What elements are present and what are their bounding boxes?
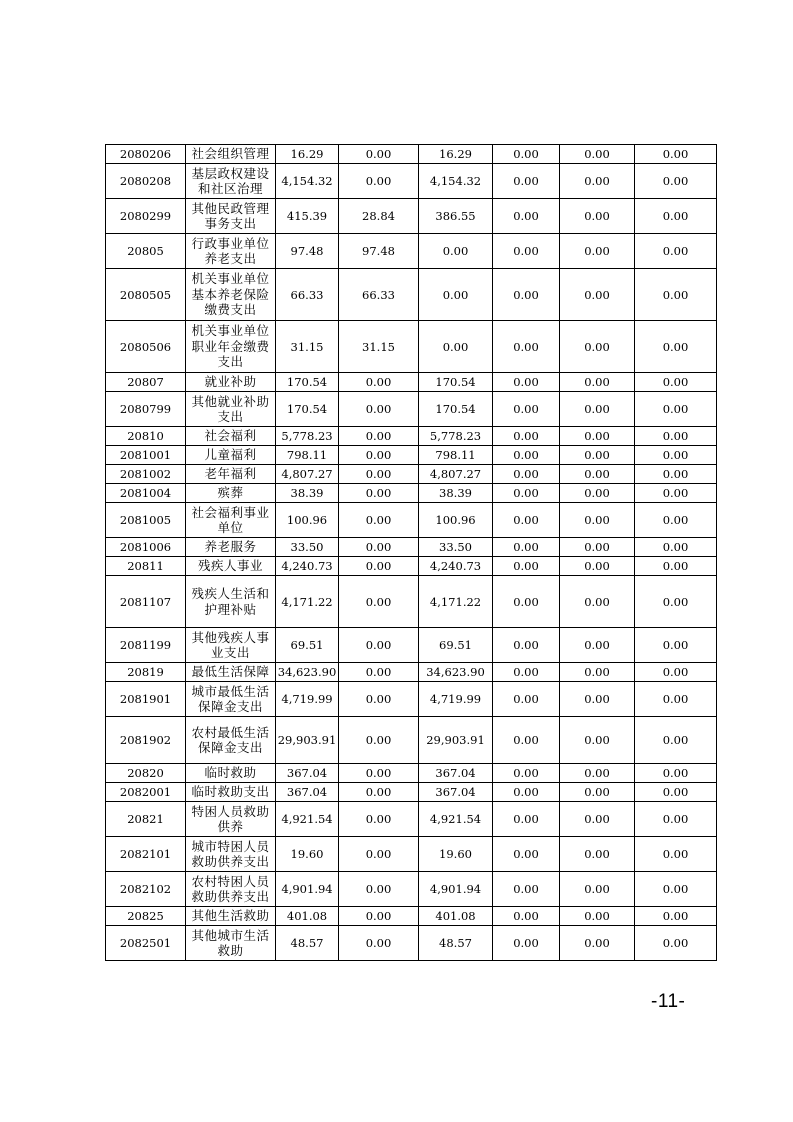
subject-name-cell: 临时救助 [186, 764, 276, 783]
table-row [106, 538, 717, 557]
table-row [106, 392, 717, 427]
amount-cell-v5: 0.00 [560, 783, 635, 802]
subject-name-cell: 农村特困人员 救助供养支出 [186, 872, 276, 907]
subject-name-cell: 社会组织管理 [186, 145, 276, 164]
amount-cell-v5: 0.00 [560, 234, 635, 269]
amount-cell-v6: 0.00 [635, 802, 717, 837]
amount-cell-v5: 0.00 [560, 872, 635, 907]
amount-cell-v3: 0.00 [419, 321, 493, 373]
table-row [106, 872, 717, 907]
amount-cell-v1: 4,807.27 [276, 465, 339, 484]
amount-cell-v5: 0.00 [560, 663, 635, 682]
amount-cell-v1: 4,240.73 [276, 557, 339, 576]
amount-cell-v1: 33.50 [276, 538, 339, 557]
subject-name-cell: 社会福利事业 单位 [186, 503, 276, 538]
table-row [106, 628, 717, 663]
amount-cell-v1: 4,154.32 [276, 164, 339, 199]
table-row [106, 783, 717, 802]
amount-cell-v4: 0.00 [493, 872, 560, 907]
subject-name-cell: 其他就业补助 支出 [186, 392, 276, 427]
subject-code-cell: 2081004 [106, 484, 186, 503]
subject-code-cell: 2080505 [106, 269, 186, 321]
amount-cell-v5: 0.00 [560, 269, 635, 321]
amount-cell-v1: 31.15 [276, 321, 339, 373]
subject-name-cell: 城市特困人员 救助供养支出 [186, 837, 276, 872]
subject-code-cell: 2081001 [106, 446, 186, 465]
amount-cell-v6: 0.00 [635, 145, 717, 164]
subject-code-cell: 20819 [106, 663, 186, 682]
amount-cell-v6: 0.00 [635, 926, 717, 961]
subject-name-cell: 其他城市生活 救助 [186, 926, 276, 961]
amount-cell-v2: 0.00 [339, 484, 419, 503]
amount-cell-v2: 0.00 [339, 926, 419, 961]
amount-cell-v4: 0.00 [493, 837, 560, 872]
amount-cell-v1: 34,623.90 [276, 663, 339, 682]
amount-cell-v3: 38.39 [419, 484, 493, 503]
subject-code-cell: 2080206 [106, 145, 186, 164]
amount-cell-v3: 386.55 [419, 199, 493, 234]
subject-name-cell: 残疾人生活和 护理补贴 [186, 576, 276, 628]
amount-cell-v1: 4,719.99 [276, 682, 339, 717]
amount-cell-v3: 16.29 [419, 145, 493, 164]
amount-cell-v3: 48.57 [419, 926, 493, 961]
subject-name-cell: 农村最低生活 保障金支出 [186, 717, 276, 764]
amount-cell-v1: 69.51 [276, 628, 339, 663]
amount-cell-v5: 0.00 [560, 321, 635, 373]
amount-cell-v1: 798.11 [276, 446, 339, 465]
amount-cell-v6: 0.00 [635, 446, 717, 465]
subject-name-cell: 行政事业单位 养老支出 [186, 234, 276, 269]
amount-cell-v5: 0.00 [560, 628, 635, 663]
amount-cell-v5: 0.00 [560, 145, 635, 164]
amount-cell-v2: 0.00 [339, 392, 419, 427]
amount-cell-v1: 19.60 [276, 837, 339, 872]
subject-name-cell: 残疾人事业 [186, 557, 276, 576]
amount-cell-v4: 0.00 [493, 427, 560, 446]
amount-cell-v5: 0.00 [560, 682, 635, 717]
amount-cell-v3: 4,807.27 [419, 465, 493, 484]
amount-cell-v1: 4,901.94 [276, 872, 339, 907]
amount-cell-v1: 48.57 [276, 926, 339, 961]
subject-name-cell: 临时救助支出 [186, 783, 276, 802]
amount-cell-v4: 0.00 [493, 145, 560, 164]
subject-name-cell: 城市最低生活 保障金支出 [186, 682, 276, 717]
amount-cell-v3: 33.50 [419, 538, 493, 557]
subject-name-cell: 其他生活救助 [186, 907, 276, 926]
amount-cell-v2: 0.00 [339, 446, 419, 465]
amount-cell-v1: 367.04 [276, 764, 339, 783]
amount-cell-v2: 0.00 [339, 538, 419, 557]
amount-cell-v4: 0.00 [493, 321, 560, 373]
amount-cell-v2: 0.00 [339, 465, 419, 484]
amount-cell-v4: 0.00 [493, 802, 560, 837]
amount-cell-v6: 0.00 [635, 503, 717, 538]
subject-name-cell: 最低生活保障 [186, 663, 276, 682]
table-row [106, 576, 717, 628]
subject-code-cell: 20810 [106, 427, 186, 446]
amount-cell-v3: 34,623.90 [419, 663, 493, 682]
amount-cell-v4: 0.00 [493, 465, 560, 484]
table-body [106, 145, 717, 961]
subject-code-cell: 2080208 [106, 164, 186, 199]
amount-cell-v1: 170.54 [276, 392, 339, 427]
table-row [106, 837, 717, 872]
amount-cell-v4: 0.00 [493, 907, 560, 926]
amount-cell-v5: 0.00 [560, 837, 635, 872]
subject-code-cell: 20821 [106, 802, 186, 837]
table-row [106, 484, 717, 503]
amount-cell-v3: 29,903.91 [419, 717, 493, 764]
table-row [106, 764, 717, 783]
amount-cell-v5: 0.00 [560, 802, 635, 837]
amount-cell-v3: 367.04 [419, 764, 493, 783]
amount-cell-v5: 0.00 [560, 538, 635, 557]
amount-cell-v1: 170.54 [276, 373, 339, 392]
amount-cell-v4: 0.00 [493, 373, 560, 392]
amount-cell-v5: 0.00 [560, 576, 635, 628]
subject-name-cell: 其他残疾人事 业支出 [186, 628, 276, 663]
subject-code-cell: 20805 [106, 234, 186, 269]
amount-cell-v5: 0.00 [560, 503, 635, 538]
amount-cell-v4: 0.00 [493, 576, 560, 628]
amount-cell-v6: 0.00 [635, 663, 717, 682]
subject-name-cell: 其他民政管理 事务支出 [186, 199, 276, 234]
amount-cell-v5: 0.00 [560, 557, 635, 576]
amount-cell-v4: 0.00 [493, 663, 560, 682]
amount-cell-v6: 0.00 [635, 717, 717, 764]
amount-cell-v2: 0.00 [339, 145, 419, 164]
amount-cell-v4: 0.00 [493, 628, 560, 663]
amount-cell-v5: 0.00 [560, 373, 635, 392]
table-row [106, 503, 717, 538]
amount-cell-v5: 0.00 [560, 392, 635, 427]
amount-cell-v5: 0.00 [560, 907, 635, 926]
table-row [106, 321, 717, 373]
budget-table [105, 144, 717, 961]
amount-cell-v3: 4,240.73 [419, 557, 493, 576]
amount-cell-v2: 0.00 [339, 503, 419, 538]
amount-cell-v2: 0.00 [339, 872, 419, 907]
amount-cell-v2: 0.00 [339, 628, 419, 663]
amount-cell-v3: 170.54 [419, 373, 493, 392]
page-number: -11- [651, 991, 686, 1012]
amount-cell-v6: 0.00 [635, 682, 717, 717]
amount-cell-v1: 66.33 [276, 269, 339, 321]
table-row [106, 269, 717, 321]
amount-cell-v6: 0.00 [635, 837, 717, 872]
subject-code-cell: 20811 [106, 557, 186, 576]
table-row [106, 164, 717, 199]
amount-cell-v1: 4,921.54 [276, 802, 339, 837]
subject-code-cell: 2080506 [106, 321, 186, 373]
subject-name-cell: 殡葬 [186, 484, 276, 503]
amount-cell-v6: 0.00 [635, 234, 717, 269]
amount-cell-v5: 0.00 [560, 717, 635, 764]
amount-cell-v2: 0.00 [339, 783, 419, 802]
amount-cell-v2: 0.00 [339, 663, 419, 682]
amount-cell-v5: 0.00 [560, 427, 635, 446]
amount-cell-v4: 0.00 [493, 503, 560, 538]
amount-cell-v3: 4,719.99 [419, 682, 493, 717]
amount-cell-v4: 0.00 [493, 234, 560, 269]
table-row [106, 145, 717, 164]
amount-cell-v1: 16.29 [276, 145, 339, 164]
subject-name-cell: 机关事业单位 职业年金缴费 支出 [186, 321, 276, 373]
subject-code-cell: 2082102 [106, 872, 186, 907]
amount-cell-v3: 4,171.22 [419, 576, 493, 628]
amount-cell-v5: 0.00 [560, 926, 635, 961]
subject-code-cell: 2081002 [106, 465, 186, 484]
amount-cell-v3: 5,778.23 [419, 427, 493, 446]
table-row [106, 199, 717, 234]
subject-code-cell: 20820 [106, 764, 186, 783]
amount-cell-v6: 0.00 [635, 465, 717, 484]
subject-code-cell: 2081901 [106, 682, 186, 717]
amount-cell-v2: 0.00 [339, 802, 419, 837]
table-row [106, 802, 717, 837]
amount-cell-v6: 0.00 [635, 321, 717, 373]
amount-cell-v2: 0.00 [339, 907, 419, 926]
amount-cell-v4: 0.00 [493, 164, 560, 199]
amount-cell-v6: 0.00 [635, 484, 717, 503]
amount-cell-v3: 100.96 [419, 503, 493, 538]
table-row [106, 717, 717, 764]
amount-cell-v2: 0.00 [339, 557, 419, 576]
amount-cell-v5: 0.00 [560, 164, 635, 199]
amount-cell-v5: 0.00 [560, 484, 635, 503]
amount-cell-v2: 0.00 [339, 682, 419, 717]
subject-code-cell: 2081199 [106, 628, 186, 663]
amount-cell-v4: 0.00 [493, 446, 560, 465]
amount-cell-v3: 170.54 [419, 392, 493, 427]
amount-cell-v4: 0.00 [493, 392, 560, 427]
subject-code-cell: 2082001 [106, 783, 186, 802]
amount-cell-v2: 0.00 [339, 576, 419, 628]
amount-cell-v6: 0.00 [635, 628, 717, 663]
amount-cell-v6: 0.00 [635, 164, 717, 199]
subject-code-cell: 2080799 [106, 392, 186, 427]
amount-cell-v2: 97.48 [339, 234, 419, 269]
amount-cell-v3: 367.04 [419, 783, 493, 802]
amount-cell-v1: 415.39 [276, 199, 339, 234]
amount-cell-v4: 0.00 [493, 682, 560, 717]
amount-cell-v3: 4,154.32 [419, 164, 493, 199]
amount-cell-v6: 0.00 [635, 199, 717, 234]
amount-cell-v3: 798.11 [419, 446, 493, 465]
amount-cell-v4: 0.00 [493, 783, 560, 802]
subject-name-cell: 特困人员救助 供养 [186, 802, 276, 837]
amount-cell-v6: 0.00 [635, 764, 717, 783]
subject-code-cell: 2081107 [106, 576, 186, 628]
subject-name-cell: 社会福利 [186, 427, 276, 446]
subject-name-cell: 老年福利 [186, 465, 276, 484]
subject-code-cell: 2080299 [106, 199, 186, 234]
amount-cell-v3: 69.51 [419, 628, 493, 663]
subject-code-cell: 2082501 [106, 926, 186, 961]
amount-cell-v3: 4,901.94 [419, 872, 493, 907]
amount-cell-v1: 97.48 [276, 234, 339, 269]
amount-cell-v6: 0.00 [635, 373, 717, 392]
amount-cell-v1: 100.96 [276, 503, 339, 538]
amount-cell-v4: 0.00 [493, 557, 560, 576]
amount-cell-v2: 28.84 [339, 199, 419, 234]
subject-code-cell: 2081006 [106, 538, 186, 557]
amount-cell-v4: 0.00 [493, 764, 560, 783]
subject-code-cell: 2082101 [106, 837, 186, 872]
amount-cell-v6: 0.00 [635, 783, 717, 802]
amount-cell-v6: 0.00 [635, 576, 717, 628]
amount-cell-v5: 0.00 [560, 446, 635, 465]
subject-name-cell: 养老服务 [186, 538, 276, 557]
table-row [106, 682, 717, 717]
subject-code-cell: 2081005 [106, 503, 186, 538]
table-row [106, 465, 717, 484]
amount-cell-v2: 0.00 [339, 373, 419, 392]
amount-cell-v2: 0.00 [339, 427, 419, 446]
table-row [106, 234, 717, 269]
table-row [106, 427, 717, 446]
amount-cell-v4: 0.00 [493, 717, 560, 764]
amount-cell-v3: 19.60 [419, 837, 493, 872]
table-row [106, 663, 717, 682]
amount-cell-v3: 0.00 [419, 269, 493, 321]
subject-name-cell: 就业补助 [186, 373, 276, 392]
amount-cell-v3: 4,921.54 [419, 802, 493, 837]
amount-cell-v2: 0.00 [339, 164, 419, 199]
amount-cell-v6: 0.00 [635, 907, 717, 926]
amount-cell-v1: 4,171.22 [276, 576, 339, 628]
amount-cell-v1: 38.39 [276, 484, 339, 503]
table-row [106, 557, 717, 576]
amount-cell-v1: 367.04 [276, 783, 339, 802]
subject-code-cell: 2081902 [106, 717, 186, 764]
subject-name-cell: 基层政权建设 和社区治理 [186, 164, 276, 199]
amount-cell-v2: 0.00 [339, 837, 419, 872]
amount-cell-v4: 0.00 [493, 199, 560, 234]
amount-cell-v5: 0.00 [560, 199, 635, 234]
subject-name-cell: 机关事业单位 基本养老保险 缴费支出 [186, 269, 276, 321]
amount-cell-v1: 5,778.23 [276, 427, 339, 446]
table-row [106, 446, 717, 465]
amount-cell-v4: 0.00 [493, 269, 560, 321]
amount-cell-v3: 0.00 [419, 234, 493, 269]
subject-code-cell: 20807 [106, 373, 186, 392]
amount-cell-v1: 401.08 [276, 907, 339, 926]
amount-cell-v6: 0.00 [635, 269, 717, 321]
amount-cell-v2: 0.00 [339, 764, 419, 783]
amount-cell-v4: 0.00 [493, 926, 560, 961]
amount-cell-v6: 0.00 [635, 557, 717, 576]
subject-name-cell: 儿童福利 [186, 446, 276, 465]
amount-cell-v5: 0.00 [560, 764, 635, 783]
amount-cell-v1: 29,903.91 [276, 717, 339, 764]
amount-cell-v2: 66.33 [339, 269, 419, 321]
amount-cell-v6: 0.00 [635, 392, 717, 427]
amount-cell-v3: 401.08 [419, 907, 493, 926]
table-row [106, 926, 717, 961]
amount-cell-v6: 0.00 [635, 538, 717, 557]
table-row [106, 373, 717, 392]
amount-cell-v6: 0.00 [635, 872, 717, 907]
amount-cell-v2: 31.15 [339, 321, 419, 373]
amount-cell-v4: 0.00 [493, 484, 560, 503]
subject-code-cell: 20825 [106, 907, 186, 926]
amount-cell-v6: 0.00 [635, 427, 717, 446]
table-row [106, 907, 717, 926]
amount-cell-v4: 0.00 [493, 538, 560, 557]
amount-cell-v5: 0.00 [560, 465, 635, 484]
amount-cell-v2: 0.00 [339, 717, 419, 764]
